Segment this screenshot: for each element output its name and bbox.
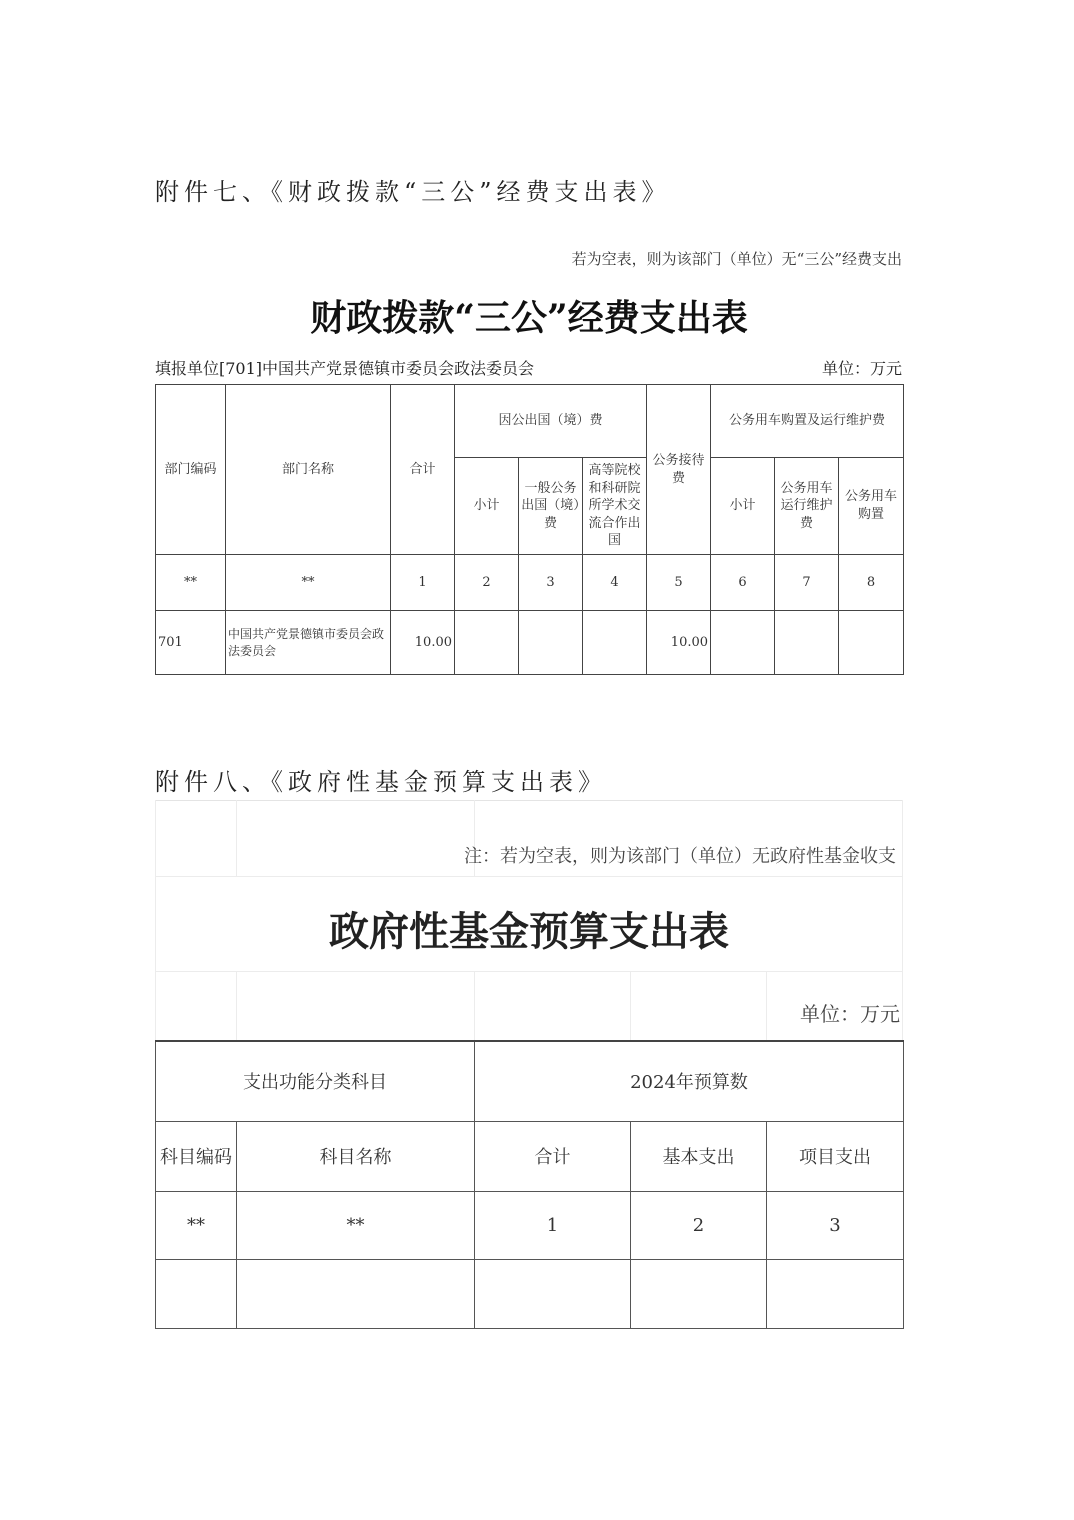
header-category: 支出功能分类科目	[156, 1041, 475, 1121]
header-basic: 基本支出	[631, 1121, 767, 1191]
section2-note: 注：若为空表，则为该部门（单位）无政府性基金收支	[464, 846, 896, 867]
section1-unit: 单位：万元	[821, 359, 902, 378]
empty-cell	[631, 1259, 767, 1328]
header-vehicle-operation: 公务用车运行维护费	[775, 458, 839, 555]
section1-title: 财政拨款“三公”经费支出表	[310, 297, 748, 339]
empty-cell	[767, 1259, 904, 1328]
row-dept-name: 中国共产党景德镇市委员会政法委员会	[226, 611, 391, 675]
row-vehicle-operation	[775, 611, 839, 675]
row-abroad-academic	[583, 611, 647, 675]
section2-title: 政府性基金预算支出表	[329, 908, 729, 955]
header-total: 合计	[475, 1121, 631, 1191]
index-cell: **	[156, 555, 226, 611]
index-cell: 1	[475, 1191, 631, 1259]
index-cell: 2	[455, 555, 519, 611]
table-row	[156, 611, 904, 675]
table-row	[156, 1259, 904, 1328]
index-row	[156, 1191, 904, 1259]
index-cell: 7	[775, 555, 839, 611]
empty-cell	[475, 1259, 631, 1328]
header-dept-name: 部门名称	[226, 385, 391, 555]
header-abroad-general: 一般公务出国（境）费	[519, 458, 583, 555]
empty-cell	[237, 1259, 475, 1328]
index-cell: 6	[711, 555, 775, 611]
index-cell: 2	[631, 1191, 767, 1259]
section2-heading: 附件八、《政府性基金预算支出表》	[155, 768, 607, 796]
index-cell: **	[156, 1191, 237, 1259]
section1-heading: 附件七、《财政拨款“三公”经费支出表》	[155, 178, 671, 206]
header-code: 科目编码	[156, 1121, 237, 1191]
row-reception: 10.00	[647, 611, 711, 675]
row-dept-code: 701	[156, 611, 226, 675]
header-dept-code: 部门编码	[156, 385, 226, 555]
row-total: 10.00	[391, 611, 455, 675]
header-abroad-academic: 高等院校和科研院所学术交流合作出国	[583, 458, 647, 555]
header-abroad: 因公出国（境）费	[455, 385, 647, 458]
section2-unit: 单位：万元	[800, 1002, 900, 1026]
index-row	[156, 555, 904, 611]
three-public-expense-table	[155, 384, 904, 675]
index-cell: 8	[839, 555, 904, 611]
header-reception: 公务接待费	[647, 385, 711, 555]
section1-note: 若为空表，则为该部门（单位）无“三公”经费支出	[571, 250, 902, 268]
index-cell: **	[226, 555, 391, 611]
row-abroad-general	[519, 611, 583, 675]
header-budget: 2024年预算数	[475, 1041, 904, 1121]
row-vehicle-subtotal	[711, 611, 775, 675]
empty-cell	[156, 1259, 237, 1328]
row-abroad-subtotal	[455, 611, 519, 675]
header-name: 科目名称	[237, 1121, 475, 1191]
header-abroad-subtotal: 小计	[455, 458, 519, 555]
header-vehicle: 公务用车购置及运行维护费	[711, 385, 904, 458]
header-project: 项目支出	[767, 1121, 904, 1191]
header-total: 合计	[391, 385, 455, 555]
index-cell: 1	[391, 555, 455, 611]
government-fund-table	[155, 1040, 904, 1329]
index-cell: 3	[767, 1191, 904, 1259]
index-cell: **	[237, 1191, 475, 1259]
row-vehicle-purchase	[839, 611, 904, 675]
header-vehicle-subtotal: 小计	[711, 458, 775, 555]
filing-unit: 填报单位[701]中国共产党景德镇市委员会政法委员会	[155, 359, 535, 378]
header-vehicle-purchase: 公务用车购置	[839, 458, 904, 555]
index-cell: 4	[583, 555, 647, 611]
index-cell: 3	[519, 555, 583, 611]
index-cell: 5	[647, 555, 711, 611]
